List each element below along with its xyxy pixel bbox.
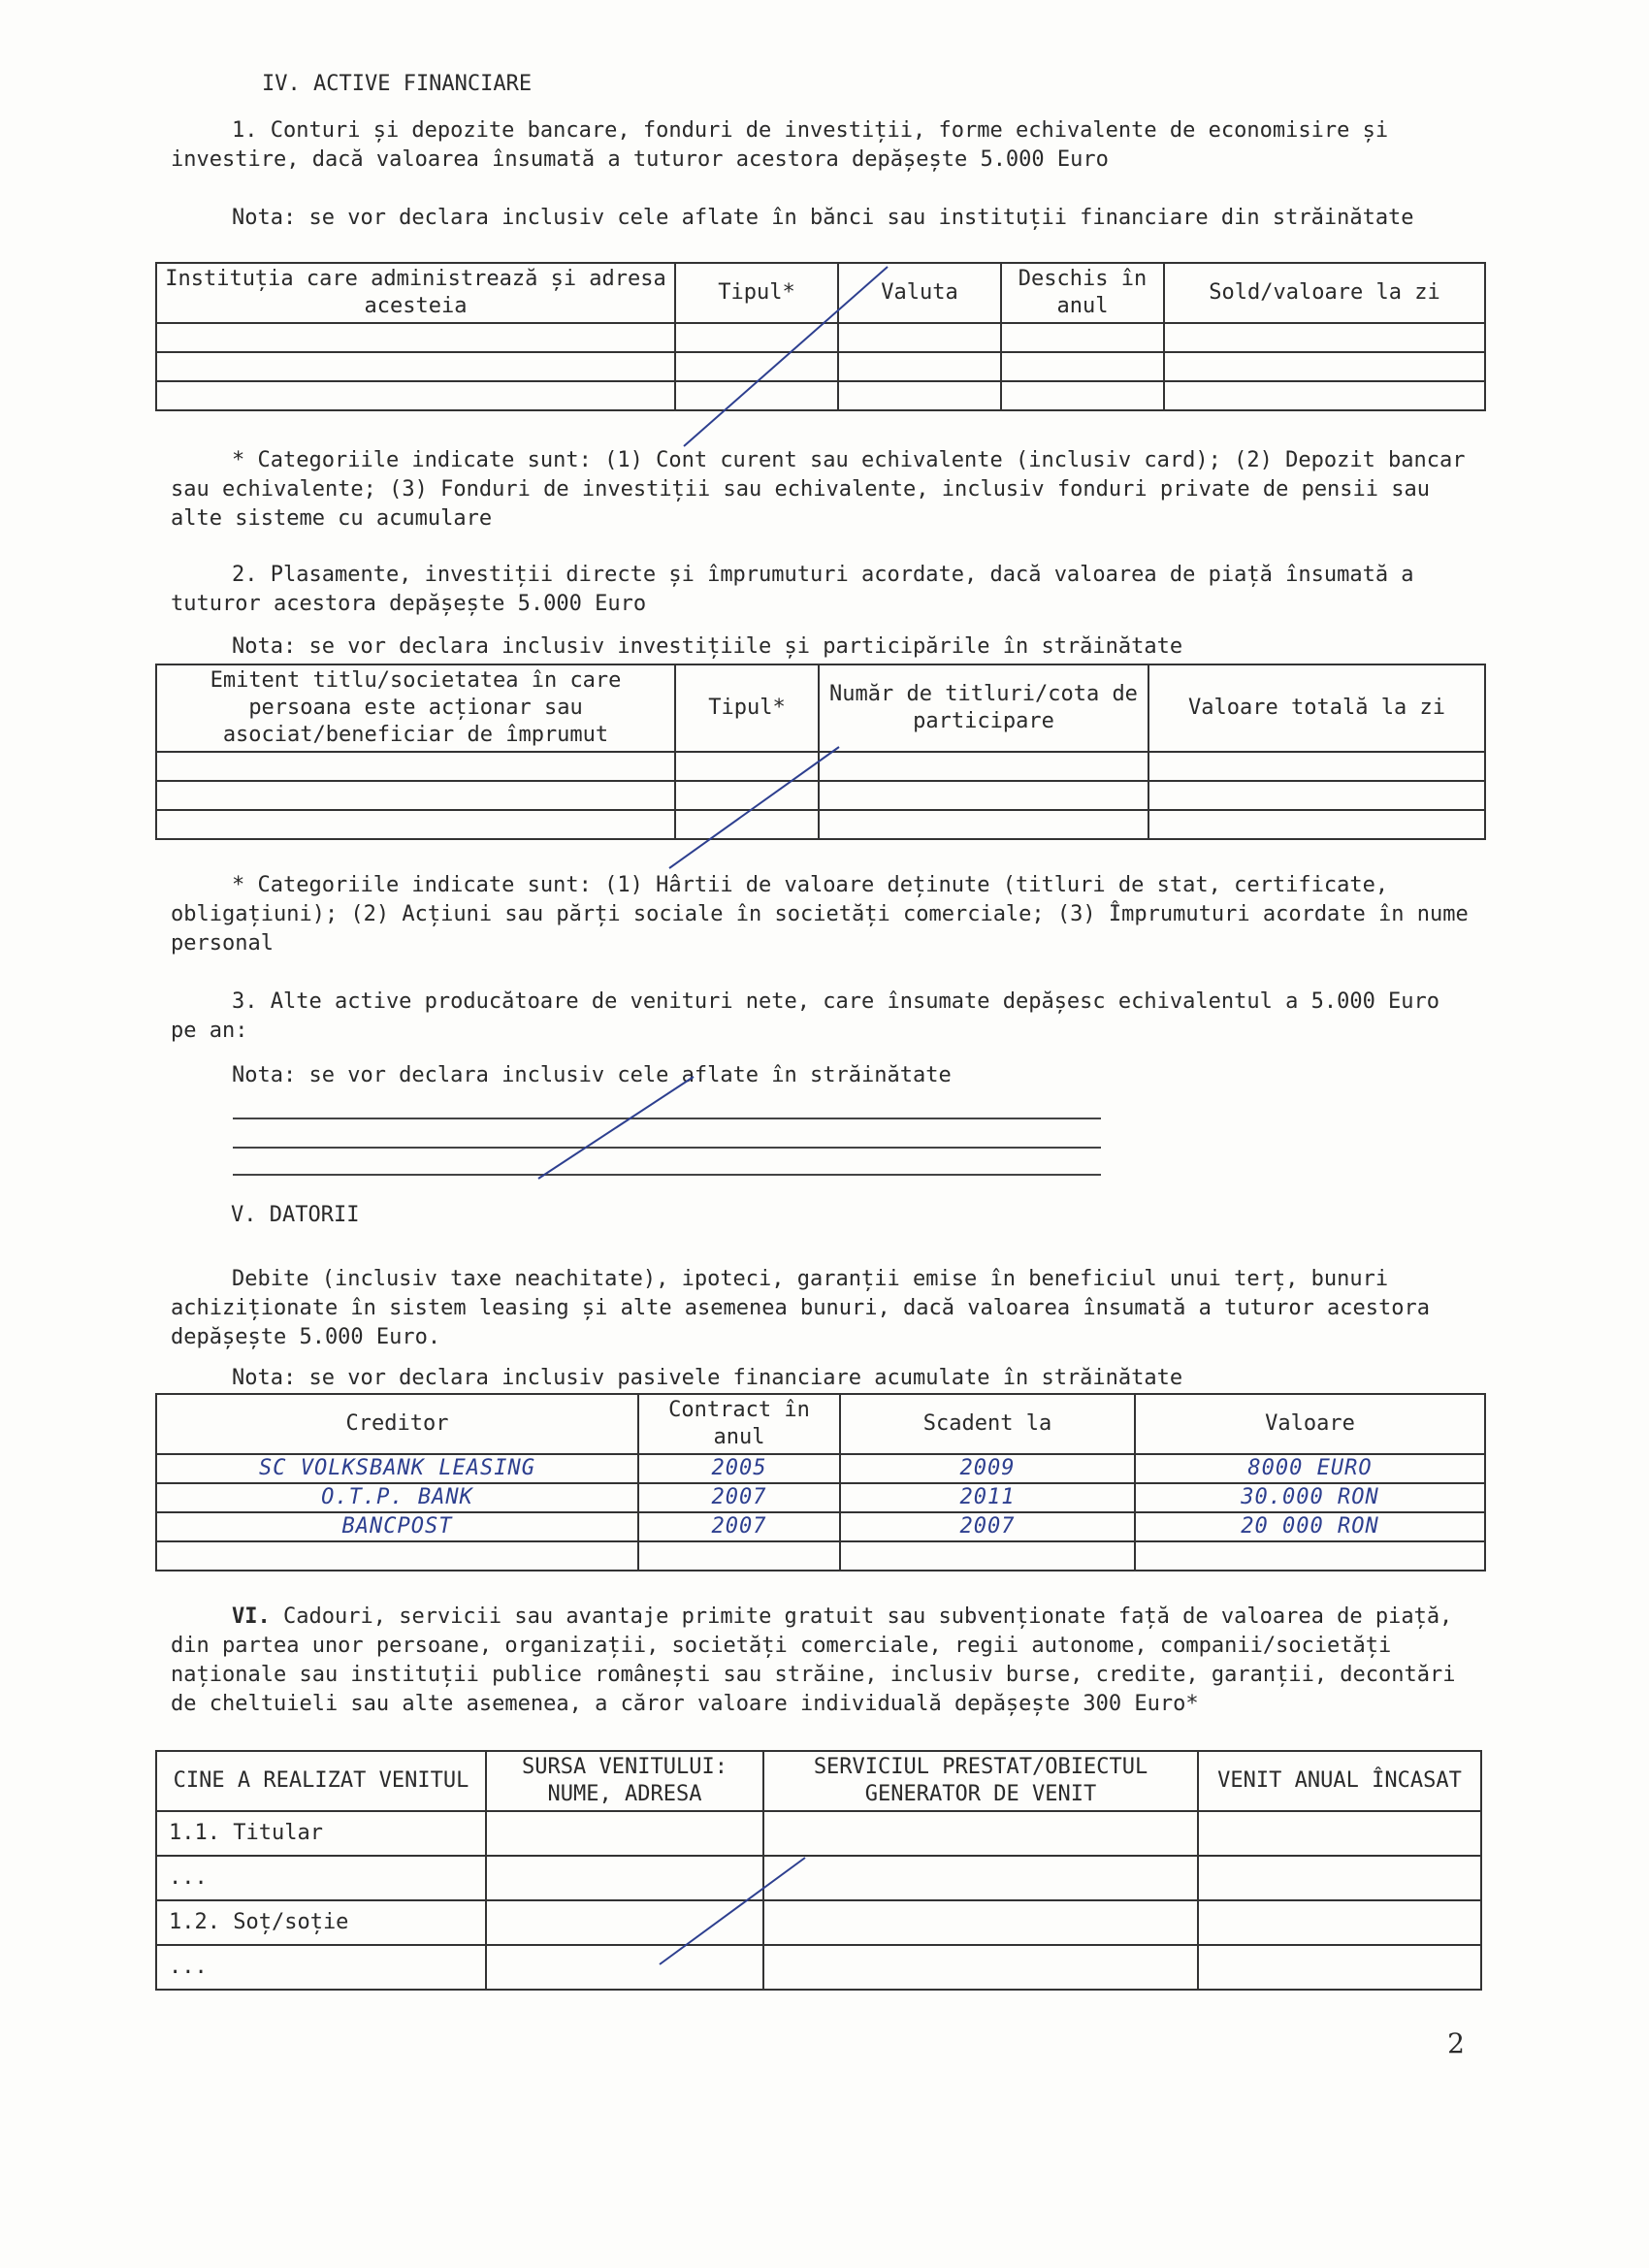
section-iv-item2-text: 2. Plasamente, investiții directe și împrumuturi acordate, dacă valoarea de piață însumată a tuturor acestora depășește 5.000 Euro [171,563,1427,616]
section-v-note: Nota: se vor declara inclusiv pasivele financiare acumulate în străinătate [232,1366,1183,1390]
blank-line [233,1174,1101,1176]
column-header: SERVICIUL PRESTAT/OBIECTUL GENERATOR DE VENIT [763,1751,1198,1811]
table-row [156,1811,1481,1856]
section-iv-item3-note: Nota: se vor declara inclusiv cele aflate în străinătate [232,1063,952,1087]
blank-line [233,1147,1101,1149]
section-iv-title: IV. ACTIVE FINANCIARE [262,72,533,96]
column-header: CINE A REALIZAT VENITUL [156,1751,486,1811]
contract-year-cell: 2007 [638,1512,840,1541]
value-cell: 8000 EURO [1135,1454,1485,1483]
table-row [156,1483,1485,1512]
table-row [156,1900,1481,1945]
section-iv-item1-note: Nota: se vor declara inclusiv cele aflate în bănci sau instituții financiare din străinătate [232,206,1414,230]
column-header: Emitent titlu/societatea în care persoana este acționar sau asociat/beneficiar de împrumut [156,664,675,752]
column-header: Creditor [156,1394,638,1454]
section-iv-item3-text: 3. Alte active producătoare de venituri nete, care însumate depășesc echivalentul a 5.000 Euro pe an: [171,989,1453,1043]
column-header: Contract în anul [638,1394,840,1454]
section-iv-item2-note: Nota: se vor declara inclusiv investițiile și participările în străinătate [232,634,1183,659]
table-header-row [156,263,1485,323]
table-header-row [156,1394,1485,1454]
blank-line [233,1118,1101,1119]
column-header: Valoare [1135,1394,1485,1454]
value-cell: 20 000 RON [1135,1512,1485,1541]
bank-accounts-table [155,262,1486,411]
strike-line [538,1077,694,1179]
contract-year-cell: 2005 [638,1454,840,1483]
table-row [156,1856,1481,1900]
column-header: Tipul* [675,263,838,323]
section-vi-body: Cadouri, servicii sau avantaje primite gratuit sau subvenționate față de valoarea de piață, din partea unor persoane, organizații, societăți comerciale, regii autonome, companii/societăți naționale sau instituții publice românești sau străine, inclusiv burse, credite, garanții, decontări de cheltuieli sau alte asemenea, a căror valoare individuală depășește 300 Euro* [171,1604,1469,1716]
column-header: Scadent la [840,1394,1135,1454]
column-header: Instituția care administrează și adresa acesteia [156,263,675,323]
investments-table [155,664,1486,840]
table-row [156,352,1485,381]
section-iv-item1-text: 1. Conturi și depozite bancare, fonduri de investiții, forme echivalente de economisire și investire, dacă valoarea însumată a tuturor acestora depășește 5.000 Euro [171,118,1402,172]
table-row [156,781,1485,810]
row-label: 1.2. Soț/soție [156,1900,486,1945]
value-cell: 30.000 RON [1135,1483,1485,1512]
table-header-row [156,1751,1481,1811]
due-cell: 2011 [840,1483,1135,1512]
column-header: VENIT ANUAL ÎNCASAT [1198,1751,1481,1811]
creditor-cell: BANCPOST [156,1512,638,1541]
table-row [156,810,1485,839]
row-label: ... [156,1945,486,1990]
table-row [156,752,1485,781]
column-header: Sold/valoare la zi [1164,263,1485,323]
row-label: ... [156,1856,486,1900]
column-header: Deschis în anul [1001,263,1164,323]
table-row [156,1945,1481,1990]
table-header-row [156,664,1485,752]
column-header: Valoare totală la zi [1148,664,1485,752]
section-v-title: V. DATORII [231,1203,360,1227]
column-header: Tipul* [675,664,819,752]
table-row [156,1541,1485,1571]
gifts-table [155,1750,1482,1991]
column-header: SURSA VENITULUI: NUME, ADRESA [486,1751,763,1811]
table-row [156,1512,1485,1541]
table-row [156,323,1485,352]
column-header: Valuta [838,263,1001,323]
page-number: 2 [1447,2027,1465,2059]
section-vi-title: VI. [232,1604,271,1629]
section-iv-item2-footnote: * Categoriile indicate sunt: (1) Hârtii de valoare deținute (titluri de stat, certificate, obligațiuni); (2) Acțiuni sau părți sociale în societăți comerciale; (3) Împrumuturi acordate în nume personal [171,873,1482,956]
table-row [156,381,1485,410]
column-header: Număr de titluri/cota de participare [819,664,1148,752]
section-v-text: Debite (inclusiv taxe neachitate), ipoteci, garanții emise în beneficiul unui terț, bunuri achiziționate în sistem leasing și alte asemenea bunuri, dacă valoarea însumată a tuturor acestora depășește 5.000 Euro. [171,1267,1443,1349]
section-iv-item1-footnote: * Categoriile indicate sunt: (1) Cont curent sau echivalente (inclusiv card); (2) Depozit bancar sau echivalente; (3) Fonduri de investiții sau echivalente, inclusiv fonduri private de pensii sau alte sisteme cu acumulare [171,448,1478,531]
debts-table [155,1393,1486,1571]
creditor-cell: SC VOLKSBANK LEASING [156,1454,638,1483]
due-cell: 2007 [840,1512,1135,1541]
creditor-cell: O.T.P. BANK [156,1483,638,1512]
table-row [156,1454,1485,1483]
due-cell: 2009 [840,1454,1135,1483]
section-vi-text [171,1603,1471,1719]
contract-year-cell: 2007 [638,1483,840,1512]
row-label: 1.1. Titular [156,1811,486,1856]
